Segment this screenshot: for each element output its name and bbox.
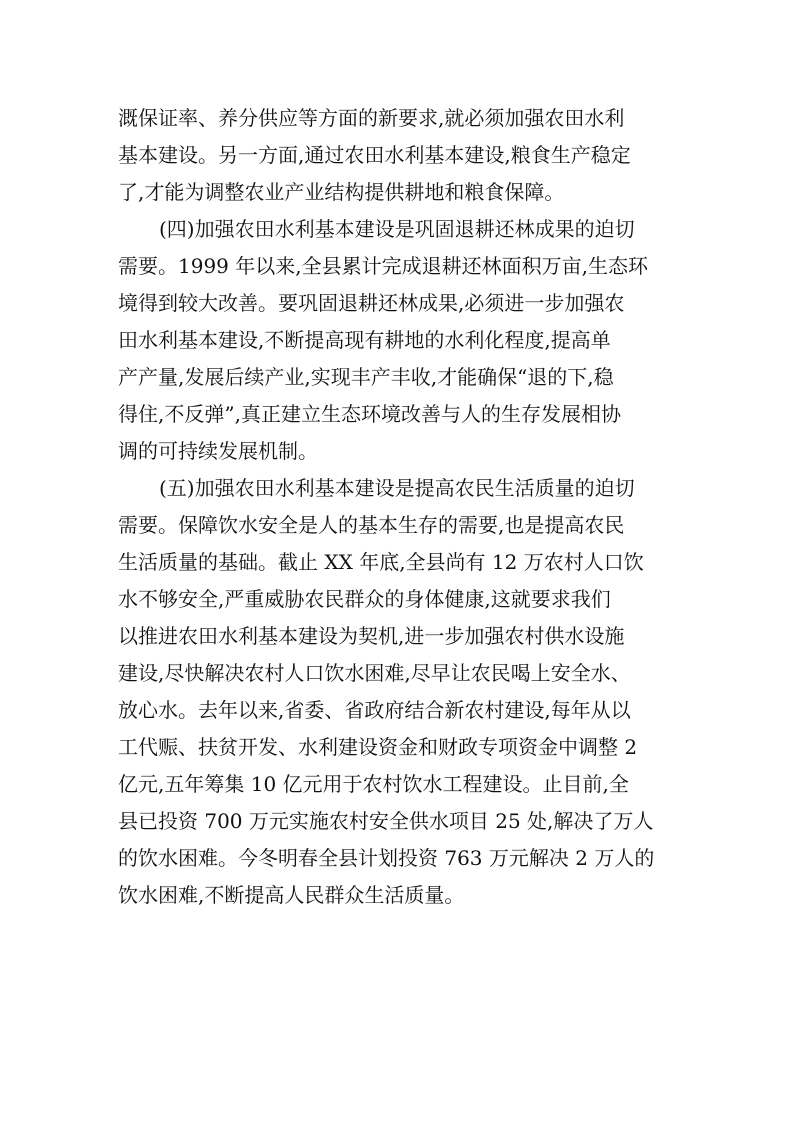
text-line: 得住,不反弹”,真正建立生态环境改善与人的生存发展相协 bbox=[118, 402, 621, 426]
text-line: 建设,尽快解决农村人口饮水困难,尽早让农民喝上安全水、 bbox=[118, 661, 631, 685]
text-line: 溉保证率、养分供应等方面的新要求,就必须加强农田水利 bbox=[118, 106, 625, 130]
section-heading-line: (四)加强农田水利基本建设是巩固退耕还林成果的迫切 bbox=[159, 217, 635, 241]
text-line: 工代赈、扶贫开发、水利建设资金和财政专项资金中调整 2 bbox=[118, 735, 638, 759]
text-line: 基本建设。另一方面,通过农田水利基本建设,粮食生产稳定 bbox=[118, 143, 631, 167]
text-line: 境得到较大改善。要巩固退耕还林成果,必须进一步加强农 bbox=[118, 291, 625, 315]
body-text bbox=[118, 100, 678, 914]
text-line: 田水利基本建设,不断提高现有耕地的水利化程度,提高单 bbox=[118, 328, 611, 352]
text-line: 亿元,五年筹集 10 亿元用于农村饮水工程建设。止目前,全 bbox=[118, 772, 629, 796]
text-line: 调的可持续发展机制。 bbox=[118, 439, 318, 463]
text-line: 饮水困难,不断提高人民群众生活质量。 bbox=[118, 883, 465, 907]
text-line: 了,才能为调整农业产业结构提供耕地和粮食保障。 bbox=[118, 180, 565, 204]
text-line: 需要。1999 年以来,全县累计完成退耕还林面积万亩,生态环 bbox=[118, 254, 648, 278]
text-line: 产产量,发展后续产业,实现丰产丰收,才能确保“退的下,稳 bbox=[118, 365, 614, 389]
text-line: 生活质量的基础。截止 XX 年底,全县尚有 12 万农村人口饮 bbox=[118, 550, 644, 574]
text-line: 县已投资 700 万元实施农村安全供水项目 25 处,解决了万人 bbox=[118, 809, 654, 833]
text-line: 水不够安全,严重威胁农民群众的身体健康,这就要求我们 bbox=[118, 587, 611, 611]
text-line: 需要。保障饮水安全是人的基本生存的需要,也是提高农民 bbox=[118, 513, 625, 537]
text-line: 的饮水困难。今冬明春全县计划投资 763 万元解决 2 万人的 bbox=[118, 846, 655, 870]
text-line: 以推进农田水利基本建设为契机,进一步加强农村供水设施 bbox=[118, 624, 625, 648]
text-line: 放心水。去年以来,省委、省政府结合新农村建设,每年从以 bbox=[118, 698, 631, 722]
section-heading-line: (五)加强农田水利基本建设是提高农民生活质量的迫切 bbox=[159, 476, 635, 500]
